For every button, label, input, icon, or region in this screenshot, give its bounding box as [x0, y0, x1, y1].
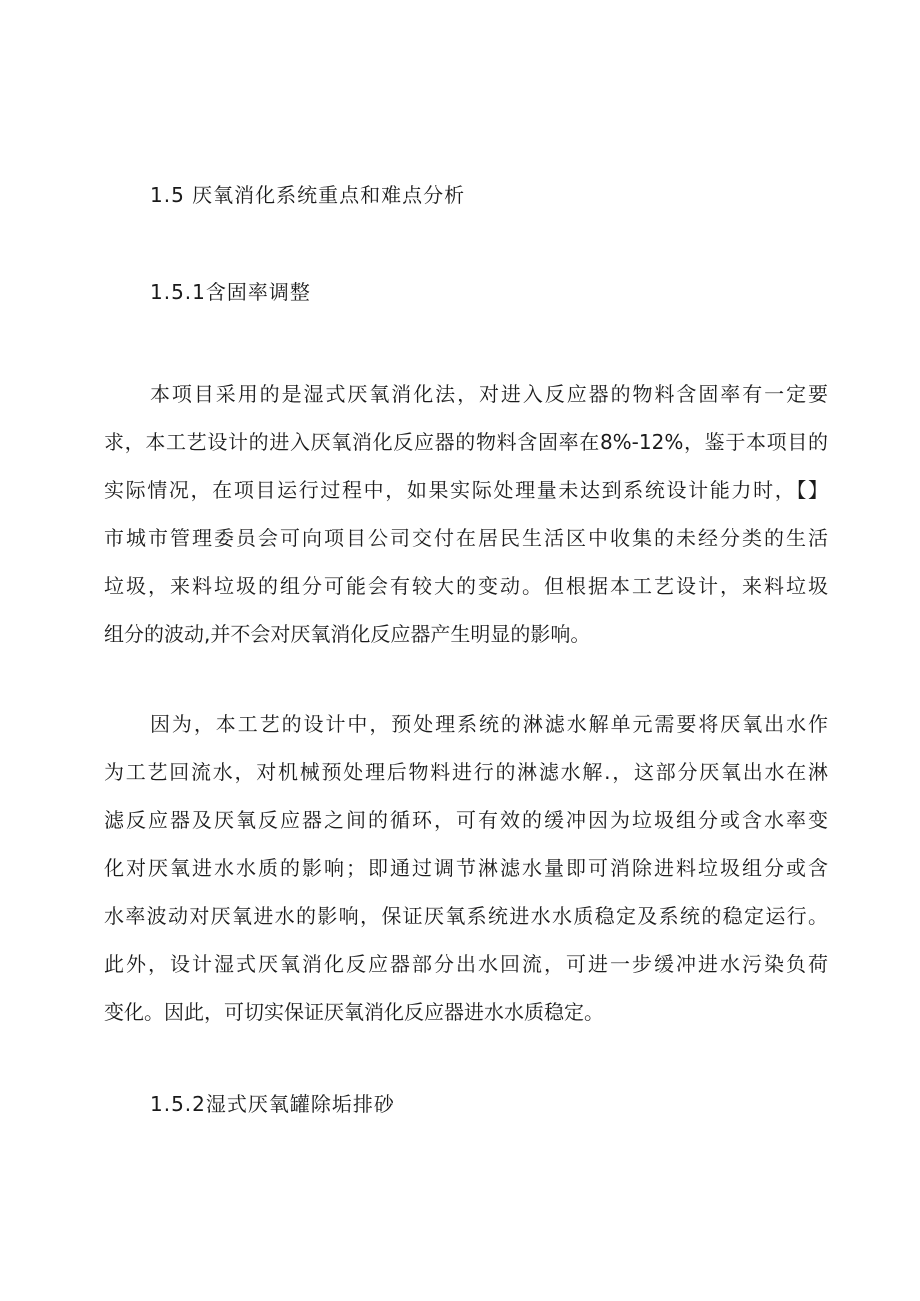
paragraph-line: 化对厌氧进水水质的影响；即通过调节淋滤水量即可消除进料垃圾组分或含: [104, 856, 828, 880]
section-heading-1-5: 1.5 厌氧消化系统重点和难点分析: [150, 183, 466, 207]
paragraph-line: 实际情况，在项目运行过程中，如果实际处理量未达到系统设计能力时，【】: [104, 478, 828, 502]
paragraph-solids-content: [104, 370, 828, 658]
paragraph-line: 此外，设计湿式厌氧消化反应器部分出水回流，可进一步缓冲进水污染负荷: [104, 952, 828, 976]
paragraph-line: 滤反应器及厌氧反应器之间的循环，可有效的缓冲因为垃圾组分或含水率变: [104, 808, 828, 832]
paragraph-line: 垃圾，来料垃圾的组分可能会有较大的变动。但根据本工艺设计，来料垃圾: [104, 574, 828, 598]
paragraph-line: 水率波动对厌氧进水的影响，保证厌氧系统进水水质稳定及系统的稳定运行。: [104, 904, 828, 928]
subsection-heading-1-5-1: 1.5.1含固率调整: [150, 280, 311, 304]
subsection-heading-1-5-2: 1.5.2湿式厌氧罐除垢排砂: [150, 1092, 395, 1116]
paragraph-line: 本项目采用的是湿式厌氧消化法，对进入反应器的物料含固率有一定要: [150, 382, 828, 406]
paragraph-design-rationale: [104, 700, 828, 1036]
paragraph-line: 求，本工艺设计的进入厌氧消化反应器的物料含固率在8%-12%，鉴于本项目的: [104, 430, 828, 454]
paragraph-line: 组分的波动,并不会对厌氧消化反应器产生明显的影响。: [104, 622, 591, 646]
paragraph-line: 因为，本工艺的设计中，预处理系统的淋滤水解单元需要将厌氧出水作: [150, 712, 828, 736]
paragraph-line: 市城市管理委员会可向项目公司交付在居民生活区中收集的未经分类的生活: [104, 526, 828, 550]
paragraph-line: 为工艺回流水，对机械预处理后物料进行的淋滤水解.，这部分厌氧出水在淋: [104, 760, 828, 784]
paragraph-line: 变化。因此，可切实保证厌氧消化反应器进水水质稳定。: [104, 1000, 604, 1024]
